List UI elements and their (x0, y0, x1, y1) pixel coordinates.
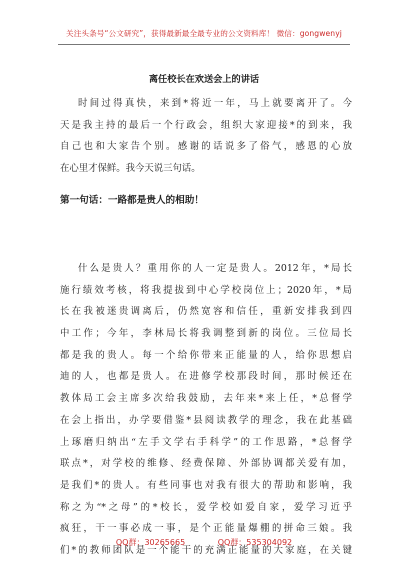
body-line: 上琢磨归纳出“左手文学右手科学”的工作思路，*总督学 (60, 436, 352, 448)
footer-qq-group-2: QQ群：535304092 (217, 538, 293, 547)
body-line: 称之为“*之母”的*校长，爱学校如爱自家，爱学习近乎 (60, 501, 352, 513)
promo-header: 关注头条号“公文研究”，获得最新最全最专业的公文资料库！ 微信：gongwenyj (66, 29, 342, 38)
section-heading: 第一句话：一路都是贵人的相助！ (60, 195, 204, 206)
body-line: 迪的人，也都是贵人。在进修学校那段时间，那时候还在 (60, 371, 352, 383)
body-paragraph (60, 258, 352, 562)
footer-contacts (0, 537, 408, 548)
footer-qq-group-1: QQ群：30265665 (115, 538, 186, 547)
intro-line: 时间过得真快，来到*将近一年，马上就要离开了。今 (78, 98, 352, 109)
header-divider (58, 44, 350, 45)
intro-paragraph (60, 93, 352, 180)
body-line: 长在我被迷贵调离后，仍然宽容和信任，重新安排我到四 (60, 306, 352, 318)
body-line: 什么是贵人？重用你的人一定是贵人。2012年，*局长 (78, 263, 352, 274)
document-title: 离任校长在欢送会上的讲话 (148, 74, 260, 85)
intro-line: 在心里才保鲜。我今天说三句话。 (60, 163, 201, 175)
intro-line: 天是我主持的最后一个行政会，组织大家迎接*的到来，我 (60, 119, 352, 131)
body-line: 们*的教师团队是一个能干的充满正能量的大家庭，在关键 (60, 544, 352, 556)
body-line: 是我们*的贵人。有些同事也对我有很大的帮助和影响，我 (60, 479, 352, 491)
body-line: 施行绩效考核，将我提拔到中心学校岗位上；2020年，*局 (60, 284, 352, 296)
body-line: 在会上指出，办学要借鉴*县阅读教学的理念，我在此基础 (60, 414, 352, 426)
body-line: 都是我的贵人。每一个给你带来正能量的人，给你思想启 (60, 349, 352, 361)
body-line: 中工作；今年，李林局长将我调整到新的岗位。三位局长 (60, 328, 352, 340)
body-line: 教体局工会主席多次给我鼓励，去年来*来上任，*总督学 (60, 393, 352, 405)
body-line: 联点*，对学校的维修、经费保障、外部协调都关爱有加， (60, 458, 352, 470)
body-line: 疯狂，干一事必成一事，是个正能量爆棚的拼命三娘。我 (60, 523, 352, 535)
intro-line: 自己也和大家告个别。感谢的话说多了俗气，感恩的心放 (60, 141, 352, 153)
